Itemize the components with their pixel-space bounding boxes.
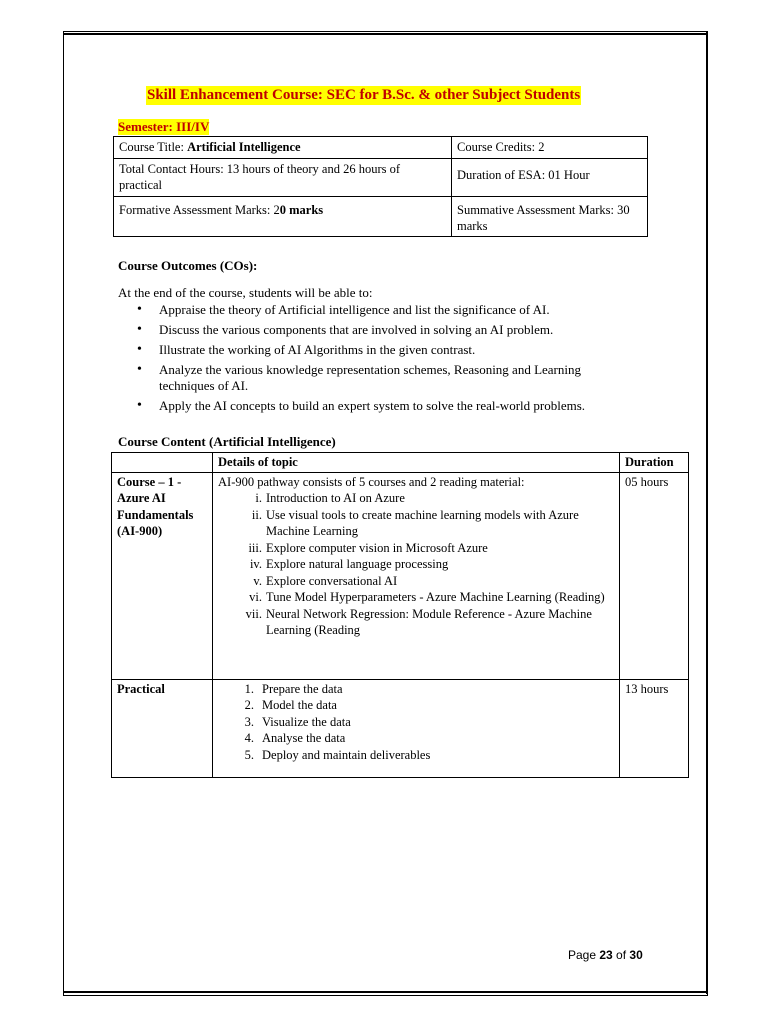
course-title-value: Artificial Intelligence [187,140,301,154]
formative-value: 0 marks [279,203,324,217]
list-number: 3. [244,714,254,729]
course-content-heading: Course Content (Artificial Intelligence) [118,434,336,449]
page-border-top-line [63,33,708,35]
course-title-cell [114,137,452,159]
course-info-table [113,136,648,237]
page-title: Skill Enhancement Course: SEC for B.Sc. & other Subject Students [147,87,581,103]
list-item [218,606,614,639]
course-name-cell: Course – 1 - Azure AI Fundamentals (AI-900) [112,472,213,679]
list-text: Use visual tools to create machine learning models with Azure Machine Learning [266,507,579,538]
list-item [218,681,614,698]
list-number: 1. [244,681,254,696]
course-title-label: Course Title: [119,140,188,154]
list-text: Neural Network Regression: Module Reference - Azure Machine Learning (Reading [266,606,592,637]
topic-details-cell [213,472,620,679]
list-item: • Illustrate the working of AI Algorithms in the given contrast. [137,342,637,358]
course-outcomes-list [137,302,637,418]
list-number: vii. [245,606,262,621]
list-number: ii. [251,507,262,522]
table-row [112,679,689,777]
list-item [218,589,614,606]
course-name-cell: Practical [112,679,213,777]
esa-duration-cell: Duration of ESA: 01 Hour [452,159,648,197]
list-item: • Analyze the various knowledge representation schemes, Reasoning and Learning techniques of AI. [137,362,637,394]
topic-intro: AI-900 pathway consists of 5 courses and 2 reading material: [218,474,525,489]
list-text: Introduction to AI on Azure [266,491,405,505]
table-header-cell [112,453,213,473]
list-number: 4. [244,731,254,745]
course-credits-cell: Course Credits: 2 [452,137,648,159]
list-text: Prepare the data [262,681,343,696]
table-header-row [112,453,689,473]
list-text: Visualize the data [262,714,351,729]
table-header-cell: Details of topic [213,453,620,473]
list-item: • Appraise the theory of Artificial intelligence and list the significance of AI. [137,302,637,318]
list-item [218,730,614,747]
list-text: Explore conversational AI [266,573,398,588]
list-item [218,714,614,731]
list-item [218,697,614,714]
list-item [218,490,614,507]
practical-list [218,681,614,764]
list-number: iii. [248,540,262,555]
page-of-label: of [612,948,630,962]
formative-marks-cell [114,197,452,237]
course-outcomes-intro: At the end of the course, students will be able to: [118,285,373,300]
summative-marks-cell: Summative Assessment Marks: 30 marks [452,197,648,237]
list-text: Deploy and maintain deliverables [262,747,431,762]
duration-cell: 13 hours [620,679,689,777]
list-number: iv. [249,557,262,571]
contact-hours-cell: Total Contact Hours: 13 hours of theory and 26 hours of practical [114,159,452,197]
topic-list [218,490,614,639]
duration-cell: 05 hours [620,472,689,679]
topic-details-cell [213,679,620,777]
list-number: i. [255,491,262,505]
list-number: vi. [249,590,262,604]
list-item: • Apply the AI concepts to build an expert system to solve the real-world problems. [137,398,637,414]
total-pages: 30 [629,948,643,962]
list-item [218,507,614,540]
table-header-cell: Duration [620,453,689,473]
list-item [218,573,614,590]
list-number: v. [253,573,262,588]
list-item [218,747,614,764]
table-row [112,472,689,679]
list-text: Model the data [262,698,337,712]
semester-label: Semester: III/IV [118,119,210,134]
page-number: 23 [599,948,613,962]
page-border-right-line [706,31,708,994]
page-label: Page [568,948,600,962]
list-item: • Discuss the various components that are involved in solving an AI problem. [137,322,637,338]
page-footer [568,948,643,962]
list-text: Tune Model Hyperparameters - Azure Machine Learning (Reading) [266,590,605,604]
list-item [218,540,614,557]
course-outcomes-heading: Course Outcomes (COs): [118,258,258,273]
formative-label: Formative Assessment Marks: 2 [119,203,280,217]
list-text: Analyse the data [262,731,346,745]
page-border-bottom-line [63,991,708,993]
course-content-table [111,452,689,778]
list-text: Explore natural language processing [266,557,449,571]
list-number: 2. [244,698,254,712]
list-item [218,556,614,573]
list-text: Explore computer vision in Microsoft Azure [266,540,488,555]
list-number: 5. [244,747,254,762]
